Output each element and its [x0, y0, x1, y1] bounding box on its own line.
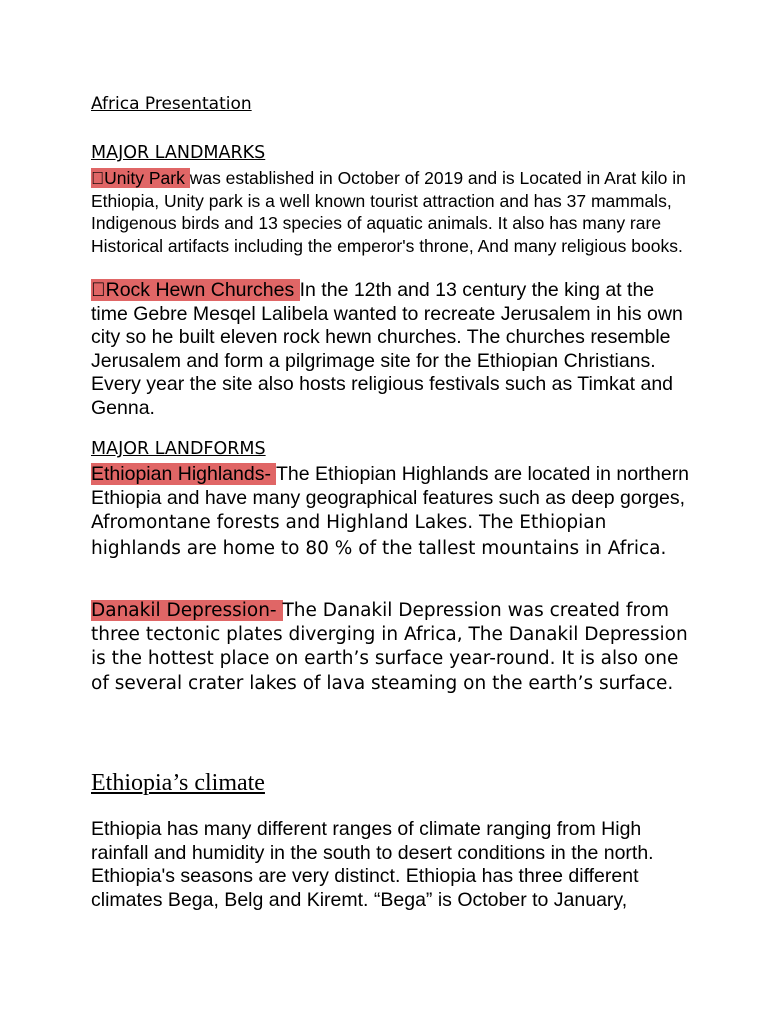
danakil-paragraph [91, 599, 691, 696]
rock-hewn-label: Rock Hewn Churches [91, 279, 300, 301]
highlands-text-part1: The Ethiopian Highlands are located in northern Ethiopia and have many geographical features such as deep gorges, [91, 463, 690, 510]
highlands-paragraph [91, 462, 691, 561]
highlands-label: Ethiopian Highlands- [91, 463, 277, 485]
rock-hewn-text: In the 12th and 13 century the king at the time Gebre Mesqel Lalibela wanted to recreate Jerusalem in his own city so he built eleven rock hewn churches. The churches resemble Jerusalem and form a pilgrimage site for the Ethiopian Christians. Every year the site also hosts religious festivals such as Timkat and Genna. [91, 279, 682, 419]
rock-hewn-paragraph [91, 279, 691, 421]
unity-park-text: was established in October of 2019 and is Located in Arat kilo in Ethiopia, Unity park is a well known tourist attraction and has 37 mammals, Indigenous birds and 13 species of aquatic animals. It also has many rare Historical artifacts including the emperor's throne, And many religious books. [91, 168, 683, 256]
danakil-text: The Danakil Depression was created from three tectonic plates diverging in Africa, The Danakil Depression is the hottest place on earth’s surface year-round. It is also one of several crater lakes of lava steaming on the earth’s surface. [91, 600, 688, 694]
danakil-label: Danakil Depression- [91, 600, 283, 621]
climate-paragraph: Ethiopia has many different ranges of climate ranging from High rainfall and humidity in the south to desert conditions in the north. Ethiopia's seasons are very distinct. Ethiopia has three different climates Bega, Belg and Kiremt. “Bega” is October to January, [91, 818, 654, 911]
landforms-heading: MAJOR LANDFORMS [91, 439, 266, 459]
document-title: Africa Presentation [91, 94, 252, 114]
unity-park-paragraph [91, 167, 691, 257]
landmarks-heading: MAJOR LANDMARKS [91, 143, 266, 163]
highlands-text-part2: Afromontane forests and Highland Lakes. The Ethiopian highlands are home to 80 % of the tallest mountains in Africa. [91, 512, 667, 559]
unity-park-label: Unity Park [91, 168, 190, 188]
climate-heading: Ethiopia’s climate [91, 770, 265, 796]
